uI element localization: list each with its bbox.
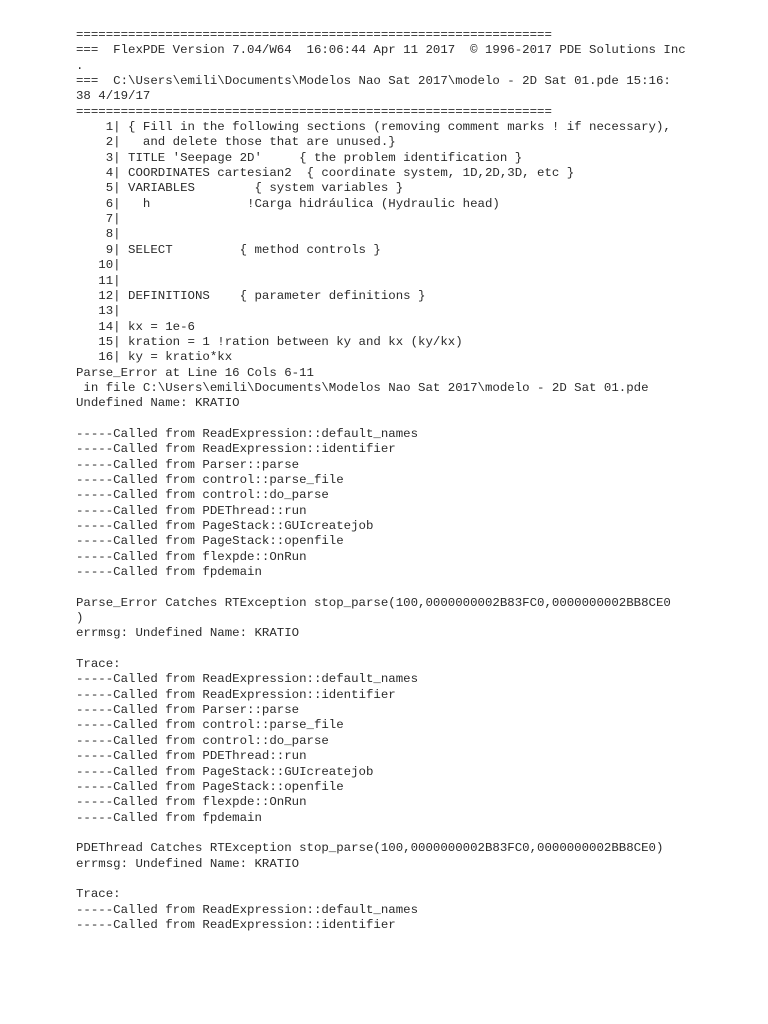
- log-line: -----Called from ReadExpression::identifier: [76, 917, 396, 932]
- log-line: 10|: [76, 258, 121, 273]
- log-line: [76, 412, 686, 427]
- log-line: .: [76, 58, 84, 73]
- log-line: errmsg: Undefined Name: KRATIO: [76, 626, 300, 641]
- log-line: -----Called from control::do_parse: [76, 733, 329, 748]
- log-line: -----Called from PageStack::GUIcreatejob: [76, 519, 374, 533]
- log-line: 4| COORDINATES cartesian2 { coordinate system, 1D,2D,3D, etc }: [76, 166, 575, 181]
- log-line: -----Called from flexpde::OnRun: [76, 795, 307, 810]
- log-line: -----Called from PageStack::openfile: [76, 779, 344, 794]
- log-line: -----Called from Parser::parse: [76, 457, 300, 472]
- log-line: [76, 826, 686, 841]
- log-line: [76, 642, 686, 657]
- log-line: 16| ky = kratio*kx: [76, 350, 233, 365]
- log-line: -----Called from flexpde::OnRun: [76, 549, 307, 564]
- log-line: -----Called from PageStack::GUIcreatejob: [76, 764, 374, 779]
- log-line: 3| TITLE 'Seepage 2D' { the problem identification }: [76, 150, 523, 165]
- log-line: ): [76, 611, 84, 626]
- log-line: === C:\Users\emili\Documents\Modelos Nao Sat 2017\modelo - 2D Sat 01.pde 15:16:: [76, 74, 671, 89]
- log-line: -----Called from PageStack::openfile: [76, 534, 344, 549]
- log-line: -----Called from Parser::parse: [76, 703, 300, 718]
- log-line: PDEThread Catches RTException stop_parse(100,0000000002B83FC0,0000000002BB8CE0): [76, 841, 664, 856]
- log-line: 8|: [76, 227, 121, 242]
- log-line: Undefined Name: KRATIO: [76, 396, 240, 411]
- log-line: -----Called from fpdemain: [76, 810, 262, 825]
- log-line: 5| VARIABLES { system variables }: [76, 181, 404, 196]
- log-line: -----Called from ReadExpression::default_names: [76, 426, 419, 441]
- log-line: === FlexPDE Version 7.04/W64 16:06:44 Apr 11 2017 © 1996-2017 PDE Solutions Inc: [76, 43, 686, 58]
- log-line: -----Called from fpdemain: [76, 565, 262, 580]
- log-line: ================================================================: [76, 104, 552, 119]
- log-line: 13|: [76, 304, 121, 319]
- log-line: -----Called from PDEThread::run: [76, 503, 307, 518]
- log-line: [76, 872, 686, 887]
- log-line: -----Called from ReadExpression::identifier: [76, 687, 396, 702]
- log-line: 9| SELECT { method controls }: [76, 242, 381, 257]
- log-line: 11|: [76, 273, 121, 288]
- log-line: -----Called from PDEThread::run: [76, 749, 307, 764]
- flexpde-error-log: [76, 28, 686, 933]
- log-line: -----Called from control::do_parse: [76, 488, 329, 503]
- log-line: -----Called from control::parse_file: [76, 472, 344, 487]
- log-line: Parse_Error Catches RTException stop_parse(100,0000000002B83FC0,0000000002BB8CE0: [76, 595, 671, 610]
- log-line: Trace:: [76, 887, 121, 902]
- log-line: -----Called from control::parse_file: [76, 718, 344, 733]
- log-line: 15| kration = 1 !ration between ky and kx (ky/kx): [76, 334, 463, 349]
- log-line: ================================================================: [76, 28, 552, 42]
- log-line: -----Called from ReadExpression::default_names: [76, 902, 419, 917]
- log-line: 38 4/19/17: [76, 89, 151, 104]
- log-line: 6| h !Carga hidráulica (Hydraulic head): [76, 196, 500, 211]
- log-line: Trace:: [76, 657, 121, 672]
- log-line: -----Called from ReadExpression::default_names: [76, 672, 419, 687]
- log-line: errmsg: Undefined Name: KRATIO: [76, 856, 300, 871]
- log-line: 2| and delete those that are unused.}: [76, 135, 396, 150]
- log-line: 7|: [76, 212, 121, 227]
- log-line: 14| kx = 1e-6: [76, 319, 195, 334]
- log-line: -----Called from ReadExpression::identifier: [76, 442, 396, 457]
- log-line: in file C:\Users\emili\Documents\Modelos Nao Sat 2017\modelo - 2D Sat 01.pde: [76, 380, 649, 395]
- log-line: Parse_Error at Line 16 Cols 6-11: [76, 365, 314, 380]
- log-line: 1| { Fill in the following sections (removing comment marks ! if necessary),: [76, 120, 671, 135]
- log-line: 12| DEFINITIONS { parameter definitions }: [76, 288, 426, 303]
- log-line: [76, 580, 686, 595]
